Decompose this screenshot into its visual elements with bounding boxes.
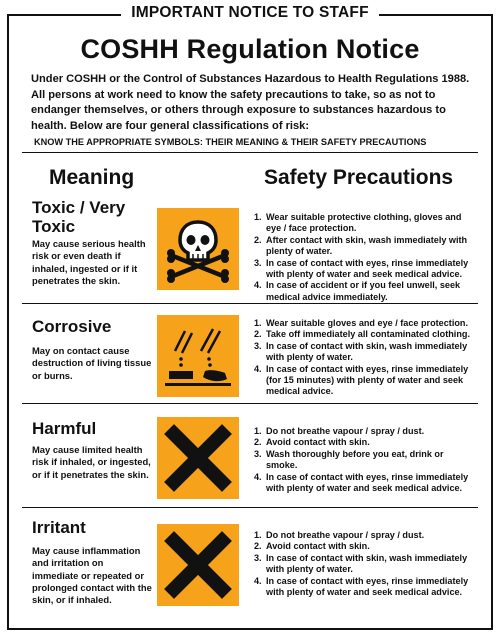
precaution-number: 4. [254,575,262,586]
precaution-item: 4. In case of accident or if you feel unwell, seek medical advice immediately. [254,280,461,302]
precautions-list-toxic [254,212,474,303]
class-name-toxic: Toxic / Very Toxic [32,198,126,236]
precaution-number: 1. [254,212,262,222]
precaution-item: 1. Do not breathe vapour / spray / dust. [254,426,425,436]
precaution-item: 3. Wash thoroughly before you eat, drink or smoke. [254,448,444,471]
precaution-number: 2. [254,437,262,448]
precaution-number: 3. [254,340,262,351]
precaution-number: 3. [254,448,262,459]
precaution-item: 2. Avoid contact with skin. [254,437,370,448]
meaning-column-header: Meaning [49,166,135,189]
precaution-number: 1. [254,318,262,328]
x-cross-icon [157,417,239,499]
precaution-number: 4. [254,471,262,482]
precaution-item: 3. In case of contact with skin, wash immediately with plenty of water. [254,340,468,363]
precaution-number: 2. [254,541,262,552]
class-description-corrosive: May on contact cause destruction of living tissue or burns. [32,345,152,381]
precaution-number: 4. [254,280,262,291]
precaution-item: 3. In case of contact with skin, wash immediately with plenty of water. [254,552,468,575]
divider [22,507,478,508]
know-symbols-line: KNOW THE APPROPRIATE SYMBOLS: THEIR MEANING & THEIR SAFETY PRECAUTIONS [34,137,427,147]
precaution-item: 4. In case of contact with eyes, rinse immediately with plenty of water and seek medical advice. [254,471,469,494]
notice-heading [0,4,500,22]
class-description-irritant: May cause inflammation and irritation on immediate or repeated or prolonged contact with the skin, or if inhaled. [32,545,152,606]
precaution-item: 3. In case of contact with eyes, rinse immediately with plenty of water and seek medical advice. [254,257,469,280]
class-description-harmful: May cause limited health risk if inhaled, or ingested, or if it penetrates the skin. [32,444,151,480]
precaution-number: 1. [254,426,262,436]
precaution-item: 2. Avoid contact with skin. [254,541,370,552]
precaution-item: 1. Do not breathe vapour / spray / dust. [254,530,425,540]
intro-paragraph: Under COSHH or the Control of Substances Hazardous to Health Regulations 1988. All persons at work need to know the safety precautions to take, so as not to endanger themselves, or others through exposure to substances hazardous to health. Below are four general classifications of risk: [31,73,470,132]
corrosive-icon [157,315,239,397]
precaution-number: 1. [254,530,262,540]
divider [22,303,478,304]
precautions-list-irritant [254,530,474,598]
precaution-item: 1. Wear suitable gloves and eye / face protection. [254,318,468,328]
class-name-corrosive: Corrosive [32,317,112,336]
page-title: COSHH Regulation Notice [80,34,420,64]
divider [22,403,478,404]
precautions-list-harmful [254,426,474,494]
safety-column-header: Safety Precautions [264,166,454,189]
precaution-item: 1. Wear suitable protective clothing, gloves and eye / face protection. [254,212,462,234]
precaution-item: 4. In case of contact with eyes, rinse immediately with plenty of water and seek medical advice. [254,575,469,598]
divider [22,152,478,153]
class-name-harmful: Harmful [32,419,97,438]
x-cross-icon [157,524,239,606]
precaution-number: 3. [254,257,262,268]
precaution-item: 4. In case of contact with eyes, rinse immediately (for 15 minutes) with plenty of water and seek medical advice. [254,363,469,397]
precautions-list-corrosive [254,318,474,398]
precaution-number: 2. [254,329,262,340]
precaution-item: 2. After contact with skin, wash immediately with plenty of water. [254,234,468,257]
precaution-item: 2. Take off immediately all contaminated clothing. [254,329,470,340]
notice-heading-text: IMPORTANT NOTICE TO STAFF [121,4,379,21]
class-name-irritant: Irritant [32,518,86,537]
precaution-number: 2. [254,234,262,245]
skull-and-crossbones-icon [157,208,239,290]
precaution-number: 3. [254,552,262,563]
precaution-number: 4. [254,363,262,374]
class-description-toxic: May cause serious health risk or even death if inhaled, ingested or if it penetrates the skin. [32,238,146,286]
